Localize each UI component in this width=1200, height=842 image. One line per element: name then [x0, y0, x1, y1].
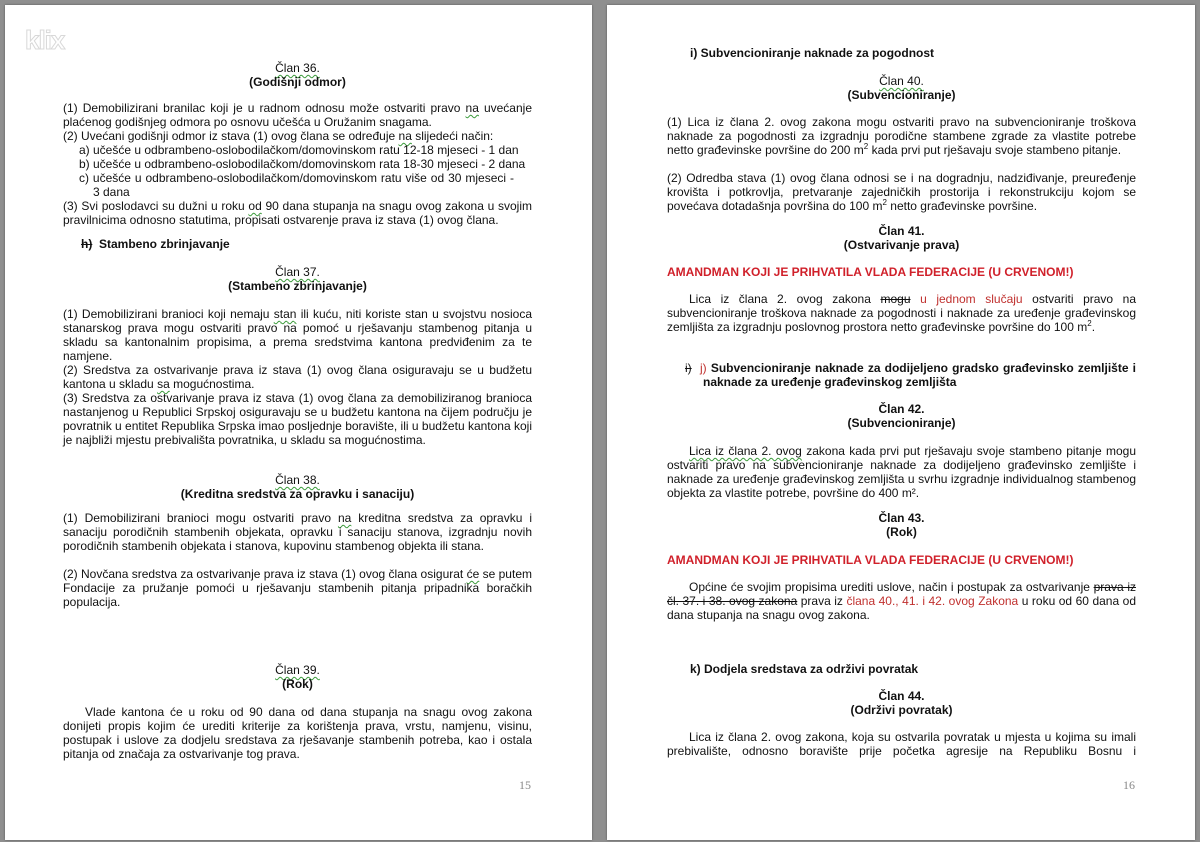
- text-run: Član 43.: [878, 511, 925, 525]
- paragraph: (3) Sredstva za ostvarivanje prava iz stava (1) ovog člana za demobiliziranog branioca nastanjenog u Republici Srpskoj osiguravaju se u budžetu kantona na čijem području je povratnik u entitet Republika Srpska imao posljednje boravište, ili u budžetu kantona koji je najbliži mjestu prebivališta povratnika, u skladu sa mogućnostima.: [63, 391, 532, 447]
- paragraph: [63, 129, 532, 143]
- text-run: Član 37.: [275, 265, 320, 279]
- superscript: 2: [863, 142, 869, 151]
- text-run: zakona kada prvi put rješavaju svoje stambeno pitanje mogu ostvariti pravo na subvencioniranje naknade za dodijeljeno građevinsko zemljište i naknade za uređenje građevinskog zemljišta u svrhu izgradnje individualnog stambenog objekta za vlastite potrebe, površine do 400 m².: [667, 444, 1136, 500]
- text-run: ostvariti pravo na subvencioniranje troškova naknade za pogodnosti i naknade za uređenje građevinskog zemljišta za izgradnju poslovnog prostora netto građevinske površine do 100 m: [667, 292, 1136, 334]
- document-page-15: [5, 5, 592, 840]
- text-run: (1) Lica iz člana 2. ovog zakona mogu ostvariti pravo na subvencioniranje troškova naknade za pogodnosti za izgradnju porodične stambene zgrade za vlastite potrebe netto građevinske površine do 200 m: [667, 115, 1136, 157]
- text-run: se putem Fondacije za pružanje pomoći u rješavanju stambenih pitanja pripadnika boračkih populacija.: [63, 567, 532, 609]
- paragraph: [667, 115, 1136, 157]
- text-run: (2) Odredba stava (1) ovog člana odnosi se i na dogradnju, nadziđivanje, preuređenje krovišta i potkrovlja, pretvaranje zajedničkih prostorija i rekonstrukciju kojom se povećava dotadašnja površina do 100 m: [667, 171, 1136, 213]
- paragraph: [63, 567, 532, 609]
- text-run: (1) Demobilizirani branioci koji nemaju: [63, 307, 274, 321]
- text-run: u roku od 60 dana od dana stupanja na snagu ovog zakona.: [667, 594, 1136, 622]
- text-run: Stambeno zbrinjavanje: [99, 237, 230, 251]
- list-item: b) učešće u odbrambeno-oslobodilačkom/domovinskom rata 18-30 mjeseci - 2 dana: [79, 157, 526, 171]
- article-42-body: [667, 444, 1136, 500]
- article-38-heading: [63, 473, 532, 501]
- text-run: slijedeći način:: [411, 129, 494, 143]
- superscript: 2: [882, 198, 887, 207]
- inserted-text: u jednom slučaju: [910, 292, 1023, 306]
- superscript: 2: [1087, 319, 1092, 328]
- article-41-body: [667, 292, 1136, 334]
- article-42-heading: [667, 402, 1136, 430]
- list-item: a) učešće u odbrambeno-oslobodilačkom/domovinskom ratu 12-18 mjeseci - 1 dan: [79, 143, 519, 157]
- text-run: Subvencioniranje naknade za dodijeljeno gradsko građevinsko zemljište i naknade za uređenje građevinskog zemljišta: [703, 361, 1136, 389]
- article-43-heading: [667, 511, 1136, 539]
- page-number: 16: [1123, 778, 1135, 792]
- text-run: na: [398, 129, 412, 143]
- article-41-heading: [667, 224, 1136, 252]
- article-44-heading: [667, 689, 1136, 717]
- text-run: Član 38.: [275, 473, 320, 487]
- article-37-body: [63, 307, 532, 447]
- document-page-16: [607, 5, 1195, 840]
- text-run: netto građevinske površine.: [886, 199, 1038, 213]
- paragraph: [63, 307, 532, 363]
- text-run: će: [466, 567, 480, 581]
- text-run: Lica iz člana 2. ovog zakona: [689, 292, 881, 306]
- article-43-body: [667, 580, 1136, 622]
- paragraph: [63, 511, 532, 553]
- list-item: c) učešće u odbrambeno-oslobodilačkom/domovinskom ratu više od 30 mjeseci - 3 dana: [79, 171, 514, 199]
- text-run: (3) Svi poslodavci su dužni u roku: [63, 199, 249, 213]
- article-39-heading: [63, 663, 532, 691]
- article-36-heading: [63, 61, 532, 89]
- text-run: Član 41.: [878, 224, 925, 238]
- article-subtitle: (Godišnji odmor): [249, 75, 346, 89]
- paragraph: [63, 199, 532, 227]
- section-i-heading: i) Subvencioniranje naknade za pogodnost: [690, 46, 935, 60]
- text-run: kada prvi put rješavaju svoje stambeno pitanje.: [868, 143, 1122, 157]
- text-run: (1) Demobilizirani branioci mogu ostvariti pravo: [63, 511, 338, 525]
- article-40-body: [667, 115, 1136, 213]
- text-run: 90 dana stupanja na snagu ovog zakona u svojim pravilnicima odnosno statutima, propisati ostvarenje prava iz stava (1) ovog člana.: [63, 199, 532, 227]
- section-j-heading: [667, 361, 1136, 389]
- amendment-notice: AMANDMAN KOJI JE PRIHVATILA VLADA FEDERACIJE (U CRVENOM!): [667, 265, 1074, 279]
- article-44-body: Lica iz člana 2. ovog zakona, koja su ostvarila povratak u mjesta u kojima su imali prebivalište, odnosno boravište prije početka agresije na Republiku Bosnu i: [667, 730, 1136, 758]
- paragraph: [63, 101, 532, 129]
- text-run: Član 40.: [879, 74, 924, 88]
- inserted-text: člana 40., 41. i 42. ovog Zakona: [846, 594, 1019, 608]
- article-title: Član 36.: [275, 61, 320, 75]
- text-run: od: [248, 199, 262, 213]
- deleted-marker: h): [81, 237, 93, 251]
- text-run: (Subvencioniranje): [847, 88, 956, 102]
- section-h-heading: [63, 237, 550, 251]
- text-run: sa: [157, 377, 170, 391]
- article-40-heading: [667, 74, 1136, 102]
- text-run: na: [465, 101, 479, 115]
- article-38-body: [63, 511, 532, 609]
- text-run: (1) Demobilizirani branilac koji je u radnom odnosu može ostvariti pravo: [63, 101, 466, 115]
- text-run: stan: [273, 307, 297, 321]
- deleted-marker: i): [685, 361, 692, 375]
- article-36-body: [63, 101, 532, 227]
- text-run: (2) Novčana sredstva za ostvarivanje prava iz stava (1) ovog člana osigurat: [63, 567, 467, 581]
- inserted-marker: j): [699, 361, 707, 375]
- text-run: .: [1091, 320, 1096, 334]
- paragraph: [667, 171, 1136, 213]
- paragraph: [63, 363, 532, 391]
- amendment-notice: AMANDMAN KOJI JE PRIHVATILA VLADA FEDERACIJE (U CRVENOM!): [667, 553, 1074, 567]
- text-run: Lica iz člana 2. ovog: [689, 444, 802, 458]
- text-run: (Održivi povratak): [850, 703, 953, 717]
- article-37-heading: [63, 265, 532, 293]
- text-run: (Kreditna sredstva za opravku i sanaciju): [180, 487, 415, 501]
- text-run: (2) Uvećani godišnji odmor iz stava (1) ovog člana se određuje: [63, 129, 399, 143]
- deleted-text: prava iz čl. 37. i 38. ovog zakona: [667, 580, 1136, 608]
- text-run: kreditna sredstva za opravku i sanaciju porodičnih stambenih objekata, opravku i sanaciju stanova, izgradnju novih porodičnih stambenih objekata i stanova, kupovinu stambenog objekta ili stana.: [63, 511, 532, 553]
- text-run: Član 44.: [878, 689, 925, 703]
- deleted-text: mogu: [880, 292, 911, 306]
- klix-watermark-logo: klix: [25, 25, 65, 55]
- text-run: (Stambeno zbrinjavanje): [228, 279, 367, 293]
- text-run: prava iz: [797, 594, 847, 608]
- text-run: ili kuću, niti koriste stan u svojstvu nosioca stanarskog prava mogu ostvariti pravo na pomoć u rješavanju stambenog pitanja u skladu sa kantonalnim propisima, a prema sredstvima kantona predviđenim za te namjene.: [63, 307, 532, 363]
- text-run: (2) Sredstva za ostvarivanje prava iz stava (1) ovog člana osiguravaju se u budžetu kantona u skladu: [63, 363, 532, 391]
- text-run: (Subvencioniranje): [847, 416, 956, 430]
- text-run: Općine će svojim propisima urediti uslove, način i postupak za ostvarivanje: [689, 580, 1094, 594]
- text-run: (Rok): [282, 677, 313, 691]
- article-39-body: Vlade kantona će u roku od 90 dana od dana stupanja na snagu ovog zakona donijeti propis kojim će urediti kriterije za korištenja prava, vrstu, namjenu, visinu, postupak i uslove za dodjelu sredstava za rješavanje stambenih potreba, kao i ostala pitanja od značaja za ostvarivanje tog prava.: [63, 705, 532, 761]
- page-number: 15: [519, 778, 531, 792]
- text-run: na: [337, 511, 352, 525]
- text-run: mogućnostima.: [169, 377, 255, 391]
- text-run: Član 42.: [878, 402, 925, 416]
- text-run: Član 39.: [275, 663, 320, 677]
- text-run: uvećanje plaćenog godišnjeg odmora po osnovu učešća u Oružanim snagama.: [63, 101, 532, 129]
- text-run: (Ostvarivanje prava): [843, 238, 960, 252]
- section-k-heading: k) Dodjela sredstava za održivi povratak: [690, 662, 919, 676]
- text-run: (Rok): [886, 525, 917, 539]
